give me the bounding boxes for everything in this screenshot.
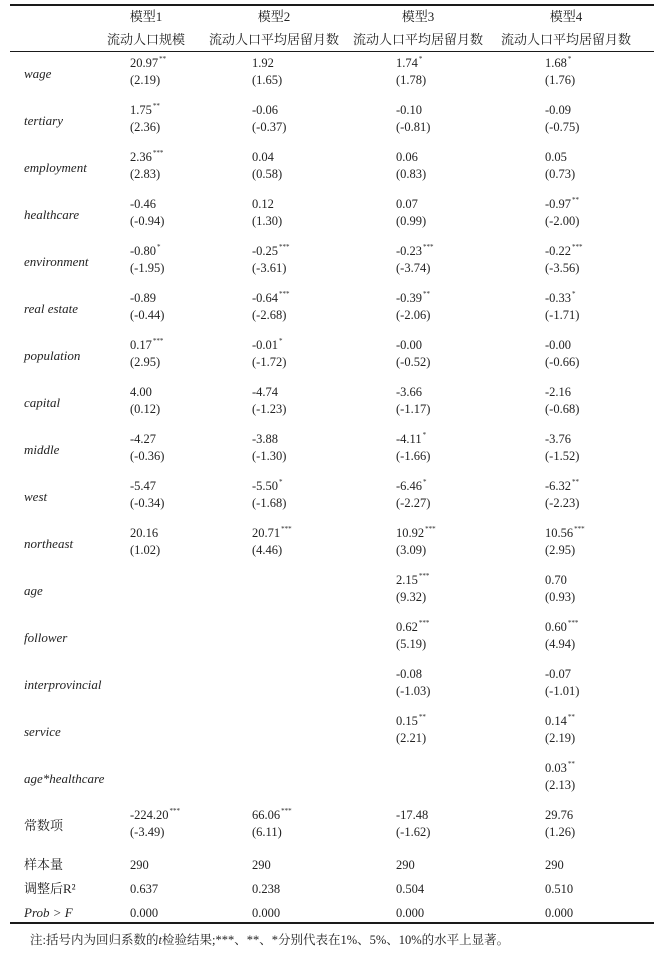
- coefficient-cell: [545, 808, 573, 823]
- t-statistic-cell: (-0.34): [130, 496, 165, 510]
- t-statistic-cell: (-2.23): [545, 496, 580, 510]
- coefficient-value: -224.20: [130, 808, 169, 822]
- coefficient-value: 0.62: [396, 620, 418, 634]
- coefficient-value: -0.09: [545, 103, 572, 117]
- t-statistic-cell: (-1.17): [396, 402, 431, 416]
- significance-stars: *: [279, 337, 283, 345]
- t-statistic-cell: (-0.75): [545, 120, 580, 134]
- coefficient-value: -0.22: [545, 244, 572, 258]
- coefficient-cell: [130, 56, 166, 71]
- column-model-header: 模型1: [129, 9, 163, 24]
- coefficient-cell: [545, 103, 571, 118]
- row-label-interprovincial: interprovincial: [24, 677, 102, 692]
- t-statistic-cell: (-0.81): [396, 120, 431, 134]
- row-label-capital: capital: [24, 395, 61, 410]
- stat-label: 样本量: [24, 857, 64, 872]
- coefficient-value: -3.88: [252, 432, 279, 446]
- t-statistic-cell: (-0.37): [252, 120, 287, 134]
- coefficient-cell: [545, 291, 576, 306]
- coefficient-cell: [130, 479, 156, 494]
- significance-stars: *: [418, 55, 423, 63]
- t-statistic-cell: (0.12): [130, 402, 161, 416]
- significance-stars: **: [567, 760, 575, 768]
- column-dependent-variable: 流动人口规模: [106, 32, 185, 47]
- t-statistic-cell: (-3.49): [130, 825, 165, 839]
- t-statistic-cell: (-1.01): [545, 684, 580, 698]
- t-statistic-cell: (-1.52): [545, 449, 580, 463]
- coefficient-cell: [396, 620, 429, 635]
- significance-stars: **: [572, 478, 580, 486]
- coefficient-value: 10.92: [396, 526, 425, 540]
- coefficient-value: 20.16: [130, 526, 159, 540]
- coefficient-cell: [396, 385, 422, 400]
- t-statistic-cell: (2.19): [130, 73, 161, 87]
- coefficient-cell: [396, 714, 426, 729]
- note-text-before: 注:括号内为回归系数的: [30, 933, 159, 947]
- significance-stars: ***: [281, 525, 292, 533]
- stat-label: Prob > F: [24, 905, 73, 920]
- t-statistic-cell: (0.73): [545, 167, 576, 181]
- coefficient-value: 1.74: [396, 56, 418, 70]
- header-bottom-rule: [10, 51, 654, 52]
- t-statistic-cell: (2.13): [545, 778, 576, 792]
- t-statistic-cell: (0.93): [545, 590, 576, 604]
- coefficient-cell: [396, 291, 430, 306]
- coefficient-cell: [130, 432, 156, 447]
- t-statistic-cell: (2.19): [545, 731, 576, 745]
- coefficient-value: 0.12: [252, 197, 274, 211]
- coefficient-cell: [396, 338, 422, 353]
- coefficient-value: 4.00: [130, 385, 152, 399]
- t-statistic-cell: (-2.27): [396, 496, 431, 510]
- coefficient-value: 0.17: [130, 338, 152, 352]
- coefficient-value: 0.07: [396, 197, 418, 211]
- coefficient-value: 0.04: [252, 150, 274, 164]
- coefficient-cell: [396, 56, 422, 71]
- coefficient-value: -0.06: [252, 103, 279, 117]
- coefficient-value: 0.15: [396, 714, 418, 728]
- coefficient-cell: [130, 197, 156, 212]
- coefficient-cell: [545, 714, 575, 729]
- coefficient-value: -6.32: [545, 479, 572, 493]
- t-statistic-cell: (-1.68): [252, 496, 287, 510]
- row-label-follower: follower: [24, 630, 68, 645]
- t-statistic-cell: (4.46): [252, 543, 283, 557]
- row-label-age-healthcare: age*healthcare: [24, 771, 105, 786]
- coefficient-cell: [130, 150, 163, 165]
- coefficient-value: -0.80: [130, 244, 157, 258]
- t-statistic-cell: (-0.68): [545, 402, 580, 416]
- coefficient-cell: [130, 526, 158, 541]
- significance-stars: ***: [574, 525, 585, 533]
- coefficient-value: -3.66: [396, 385, 423, 399]
- coefficient-value: -0.08: [396, 667, 423, 681]
- coefficient-cell: [252, 56, 274, 71]
- note-text-after: 检验结果;***、**、*分别代表在1%、5%、10%的水平上显著。: [161, 933, 510, 947]
- coefficient-value: -4.27: [130, 432, 157, 446]
- stat-value: 290: [545, 858, 564, 872]
- t-statistic-cell: (1.76): [545, 73, 576, 87]
- coefficient-value: -0.46: [130, 197, 157, 211]
- row-label-middle: middle: [24, 442, 60, 457]
- coefficient-cell: [130, 291, 156, 306]
- coefficient-value: 1.68: [545, 56, 567, 70]
- coefficient-value: -0.00: [545, 338, 572, 352]
- t-statistic-cell: (-1.66): [396, 449, 431, 463]
- coefficient-cell: [396, 150, 418, 165]
- stat-value: 0.000: [252, 906, 281, 920]
- coefficient-cell: [396, 808, 428, 823]
- t-statistic-cell: (-1.30): [252, 449, 287, 463]
- t-statistic-cell: (1.78): [396, 73, 427, 87]
- coefficient-cell: [545, 338, 571, 353]
- table-note: [30, 932, 509, 948]
- significance-stars: ***: [281, 807, 292, 815]
- row-label-west: west: [24, 489, 48, 504]
- coefficient-value: 0.06: [396, 150, 418, 164]
- coefficient-value: -0.33: [545, 291, 572, 305]
- coefficient-value: 1.92: [252, 56, 274, 70]
- coefficient-cell: [545, 761, 575, 776]
- coefficient-value: -0.01: [252, 338, 279, 352]
- coefficient-value: 0.70: [545, 573, 567, 587]
- row-label-population: population: [24, 348, 81, 363]
- coefficient-value: -0.00: [396, 338, 423, 352]
- coefficient-cell: [545, 526, 585, 541]
- t-statistic-cell: (-1.72): [252, 355, 287, 369]
- row-label-northeast: northeast: [24, 536, 74, 551]
- significance-stars: ***: [152, 149, 164, 157]
- column-dependent-variable: 流动人口平均居留月数: [352, 32, 483, 47]
- t-statistic-cell: (-1.03): [396, 684, 431, 698]
- note-stat-symbol: t: [158, 933, 162, 947]
- coefficient-value: -0.89: [130, 291, 157, 305]
- t-statistic-cell: (1.26): [545, 825, 576, 839]
- coefficient-value: 10.56: [545, 526, 574, 540]
- coefficient-value: 0.03: [545, 761, 567, 775]
- coefficient-cell: [396, 244, 434, 259]
- t-statistic-cell: (0.99): [396, 214, 427, 228]
- t-statistic-cell: (1.30): [252, 214, 283, 228]
- coefficient-cell: [545, 573, 567, 588]
- table-bottom-rule: [10, 922, 654, 924]
- coefficient-cell: [545, 385, 571, 400]
- coefficient-cell: [130, 808, 180, 823]
- coefficient-value: -4.74: [252, 385, 279, 399]
- coefficient-cell: [545, 620, 578, 635]
- coefficient-value: -2.16: [545, 385, 572, 399]
- coefficient-cell: [252, 103, 278, 118]
- coefficient-value: -0.97: [545, 197, 572, 211]
- t-statistic-cell: (-0.66): [545, 355, 580, 369]
- t-statistic-cell: (-1.62): [396, 825, 431, 839]
- coefficient-cell: [130, 385, 152, 400]
- coefficient-value: -0.39: [396, 291, 423, 305]
- coefficient-cell: [545, 432, 571, 447]
- significance-stars: *: [572, 290, 576, 298]
- stat-value: 0.504: [396, 882, 425, 896]
- row-label-employment: employment: [24, 160, 87, 175]
- t-statistic-cell: (-2.68): [252, 308, 287, 322]
- coefficient-cell: [396, 573, 429, 588]
- t-statistic-cell: (2.83): [130, 167, 161, 181]
- column-model-header: 模型3: [401, 9, 435, 24]
- stat-value: 0.510: [545, 882, 574, 896]
- t-statistic-cell: (3.09): [396, 543, 427, 557]
- coefficient-value: -5.50: [252, 479, 279, 493]
- coefficient-value: 66.06: [252, 808, 281, 822]
- coefficient-cell: [396, 432, 426, 447]
- significance-stars: **: [159, 55, 167, 63]
- stat-value: 290: [252, 858, 271, 872]
- coefficient-value: -0.10: [396, 103, 423, 117]
- t-statistic-cell: (-1.23): [252, 402, 287, 416]
- significance-stars: ***: [169, 807, 181, 815]
- t-statistic-cell: (-3.74): [396, 261, 431, 275]
- coefficient-value: -0.07: [545, 667, 572, 681]
- significance-stars: ***: [572, 243, 583, 251]
- t-statistic-cell: (-2.00): [545, 214, 580, 228]
- coefficient-cell: [396, 479, 427, 494]
- coefficient-value: -3.76: [545, 432, 572, 446]
- row-label-real-estate: real estate: [24, 301, 79, 316]
- coefficient-value: -0.64: [252, 291, 279, 305]
- significance-stars: ***: [567, 619, 579, 627]
- coefficient-cell: [252, 150, 274, 165]
- significance-stars: ***: [425, 525, 436, 533]
- coefficient-cell: [396, 667, 422, 682]
- coefficient-cell: [545, 479, 579, 494]
- t-statistic-cell: (6.11): [252, 825, 282, 839]
- t-statistic-cell: (2.95): [130, 355, 161, 369]
- significance-stars: ***: [279, 243, 290, 251]
- row-label-service: service: [24, 724, 61, 739]
- coefficient-cell: [396, 197, 418, 212]
- t-statistic-cell: (-1.71): [545, 308, 580, 322]
- coefficient-value: 20.71: [252, 526, 281, 540]
- coefficient-cell: [252, 526, 292, 541]
- coefficient-cell: [545, 667, 571, 682]
- table-top-rule: [10, 4, 654, 6]
- coefficient-value: 2.15: [396, 573, 418, 587]
- significance-stars: ***: [279, 290, 290, 298]
- coefficient-cell: [545, 197, 579, 212]
- significance-stars: **: [567, 713, 575, 721]
- coefficient-cell: [545, 56, 571, 71]
- coefficient-cell: [252, 432, 278, 447]
- row-label-age: age: [24, 583, 43, 598]
- significance-stars: *: [279, 478, 283, 486]
- t-statistic-cell: (-3.56): [545, 261, 580, 275]
- significance-stars: ***: [423, 243, 434, 251]
- stat-value: 0.000: [545, 906, 574, 920]
- column-model-header: 模型4: [549, 9, 583, 24]
- coefficient-value: 0.05: [545, 150, 567, 164]
- coefficient-value: -17.48: [396, 808, 429, 822]
- column-model-header: 模型2: [257, 9, 291, 24]
- coefficient-cell: [252, 197, 274, 212]
- coefficient-value: 2.36: [130, 150, 152, 164]
- significance-stars: **: [572, 196, 580, 204]
- t-statistic-cell: (1.02): [130, 543, 161, 557]
- t-statistic-cell: (-0.44): [130, 308, 165, 322]
- significance-stars: *: [423, 478, 427, 486]
- coefficient-cell: [130, 244, 161, 259]
- t-statistic-cell: (1.65): [252, 73, 283, 87]
- t-statistic-cell: (5.19): [396, 637, 427, 651]
- significance-stars: **: [423, 290, 431, 298]
- t-statistic-cell: (-1.95): [130, 261, 165, 275]
- t-statistic-cell: (2.21): [396, 731, 427, 745]
- t-statistic-cell: (4.94): [545, 637, 576, 651]
- coefficient-cell: [252, 385, 278, 400]
- significance-stars: *: [422, 431, 427, 439]
- coefficient-value: 29.76: [545, 808, 574, 822]
- stat-value: 0.000: [130, 906, 159, 920]
- coefficient-cell: [545, 244, 583, 259]
- t-statistic-cell: (2.36): [130, 120, 161, 134]
- coefficient-cell: [252, 338, 283, 353]
- t-statistic-cell: (-0.52): [396, 355, 431, 369]
- coefficient-cell: [130, 103, 160, 118]
- coefficient-value: 20.97: [130, 56, 159, 70]
- row-label-: 常数项: [24, 818, 64, 833]
- t-statistic-cell: (-3.61): [252, 261, 287, 275]
- coefficient-value: -4.11: [396, 432, 422, 446]
- significance-stars: ***: [152, 337, 164, 345]
- coefficient-value: -0.25: [252, 244, 279, 258]
- coefficient-value: 0.60: [545, 620, 567, 634]
- coefficient-value: 1.75: [130, 103, 152, 117]
- row-label-environment: environment: [24, 254, 89, 269]
- stat-value: 0.238: [252, 882, 281, 896]
- coefficient-cell: [545, 150, 567, 165]
- coefficient-value: 0.14: [545, 714, 567, 728]
- t-statistic-cell: (-0.36): [130, 449, 165, 463]
- row-label-wage: wage: [24, 66, 52, 81]
- row-label-tertiary: tertiary: [24, 113, 63, 128]
- coefficient-cell: [396, 103, 422, 118]
- row-label-healthcare: healthcare: [24, 207, 80, 222]
- stat-value: 0.637: [130, 882, 159, 896]
- coefficient-value: -6.46: [396, 479, 423, 493]
- coefficient-cell: [396, 526, 436, 541]
- coefficient-cell: [252, 291, 290, 306]
- stat-value: 0.000: [396, 906, 425, 920]
- significance-stars: *: [567, 55, 572, 63]
- column-dependent-variable: 流动人口平均居留月数: [500, 32, 631, 47]
- stat-value: 290: [130, 858, 149, 872]
- significance-stars: ***: [418, 572, 430, 580]
- t-statistic-cell: (0.83): [396, 167, 427, 181]
- coefficient-cell: [130, 338, 163, 353]
- coefficient-value: -5.47: [130, 479, 157, 493]
- coefficient-value: -0.23: [396, 244, 423, 258]
- significance-stars: **: [152, 102, 160, 110]
- significance-stars: *: [157, 243, 161, 251]
- stat-label: 调整后R²: [24, 881, 76, 896]
- t-statistic-cell: (-0.94): [130, 214, 165, 228]
- stat-value: 290: [396, 858, 415, 872]
- significance-stars: **: [418, 713, 426, 721]
- t-statistic-cell: (0.58): [252, 167, 283, 181]
- t-statistic-cell: (2.95): [545, 543, 576, 557]
- t-statistic-cell: (9.32): [396, 590, 427, 604]
- coefficient-cell: [252, 808, 292, 823]
- coefficient-cell: [252, 244, 290, 259]
- significance-stars: ***: [418, 619, 430, 627]
- t-statistic-cell: (-2.06): [396, 308, 431, 322]
- coefficient-cell: [252, 479, 283, 494]
- column-dependent-variable: 流动人口平均居留月数: [208, 32, 339, 47]
